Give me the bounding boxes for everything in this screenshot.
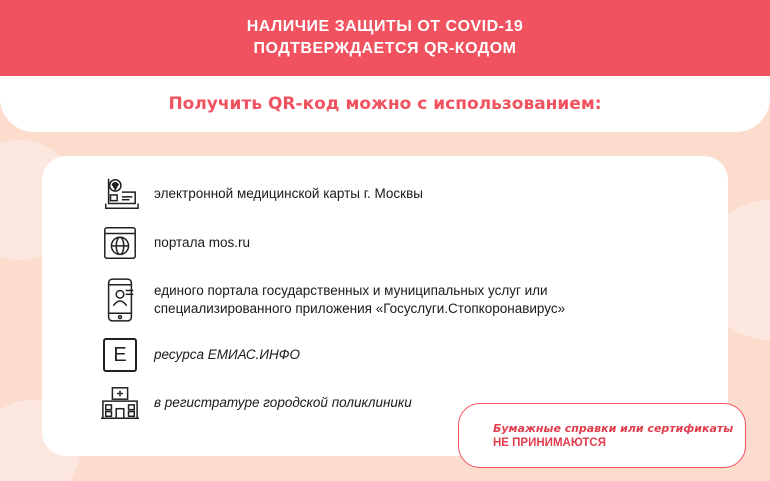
list-item-gosuslugi [100, 276, 565, 324]
warning-badge [458, 403, 746, 468]
list-item-text: в регистратуре городской поликлиники [154, 395, 412, 410]
warning-line1: Бумажные справки или сертификаты [493, 421, 734, 435]
letter-e-icon [100, 335, 140, 375]
subtitle-text: Получить QR-код можно с использованием: [168, 94, 602, 114]
list-item-text: портала mos.ru [154, 235, 250, 250]
globe-icon [100, 223, 140, 263]
list-item-clinic [100, 383, 412, 423]
header-title-line2: ПОДТВЕРЖДАЕТСЯ QR-КОДОМ [253, 40, 517, 57]
letter-e-glyph: E [103, 338, 137, 372]
header-title-line1: НАЛИЧИЕ ЗАЩИТЫ ОТ COVID-19 [246, 18, 524, 35]
page-header [0, 0, 770, 76]
warning-line2: НЕ ПРИНИМАЮТСЯ [493, 436, 606, 449]
clinic-building-icon [100, 383, 140, 423]
list-item-text-line1: единого портала государственных и муниципальных услуг или [154, 283, 548, 298]
list-item-text: ресурса ЕМИАС.ИНФО [154, 347, 301, 362]
subtitle-card [0, 76, 770, 132]
list-item-text-line2: специализированного приложения «Госуслуги.Стопкоронавирус» [154, 301, 566, 316]
smartphone-icon [100, 276, 140, 324]
list-item-mos-ru [100, 223, 250, 263]
list-item-text: электронной медицинской карты г. Москвы [154, 186, 423, 201]
list-item-medical-card [100, 174, 423, 214]
medical-card-icon [100, 174, 140, 214]
list-item-text [154, 282, 565, 318]
list-item-emias [100, 335, 300, 375]
